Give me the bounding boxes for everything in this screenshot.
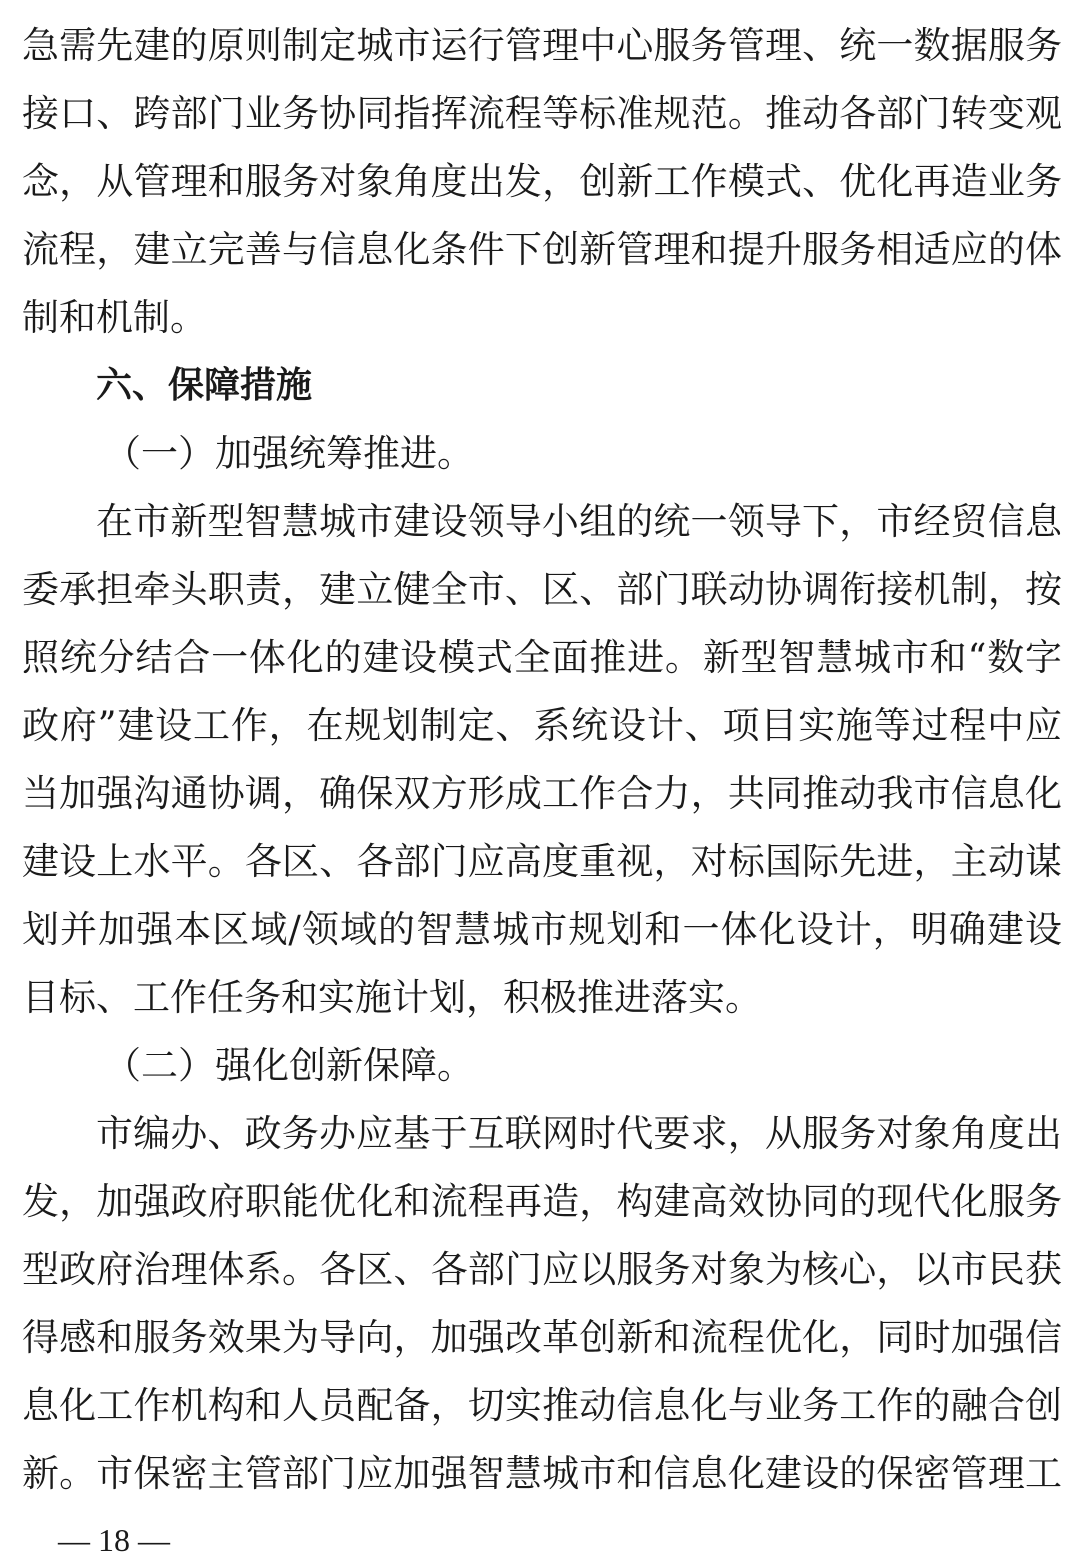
paragraph-line: 建设上水平。各区、各部门应高度重视，对标国际先进，主动谋	[22, 840, 1062, 883]
paragraph-line: 市编办、政务办应基于互联网时代要求，从服务对象角度出	[96, 1112, 1062, 1155]
section-heading: 六、保障措施	[96, 365, 313, 406]
paragraph-line: 念，从管理和服务对象角度出发，创新工作模式、优化再造业务	[22, 160, 1062, 203]
subsection-heading: （二）强化创新保障。	[104, 1044, 474, 1087]
paragraph-line: 得感和服务效果为导向，加强改革创新和流程优化，同时加强信	[22, 1316, 1062, 1359]
paragraph-line: 型政府治理体系。各区、各部门应以服务对象为核心，以市民获	[22, 1248, 1062, 1291]
paragraph-line: 新。市保密主管部门应加强智慧城市和信息化建设的保密管理工	[22, 1452, 1062, 1495]
paragraph-line: 急需先建的原则制定城市运行管理中心服务管理、统一数据服务	[22, 24, 1062, 67]
paragraph-line: 委承担牵头职责，建立健全市、区、部门联动协调衔接机制，按	[22, 568, 1062, 611]
document-page	[22, 0, 1062, 1560]
paragraph-line: 制和机制。	[22, 296, 207, 339]
paragraph-line: 在市新型智慧城市建设领导小组的统一领导下，市经贸信息	[96, 500, 1062, 543]
subsection-heading: （一）加强统筹推进。	[104, 432, 474, 475]
paragraph-line: 接口、跨部门业务协同指挥流程等标准规范。推动各部门转变观	[22, 92, 1062, 135]
paragraph-line: 当加强沟通协调，确保双方形成工作合力，共同推动我市信息化	[22, 772, 1062, 815]
paragraph-line: 政府”建设工作，在规划制定、系统设计、项目实施等过程中应	[22, 704, 1062, 747]
paragraph-line: 流程，建立完善与信息化条件下创新管理和提升服务相适应的体	[22, 228, 1062, 271]
page-number: — 18 —	[58, 1522, 170, 1558]
paragraph-line: 发，加强政府职能优化和流程再造，构建高效协同的现代化服务	[22, 1180, 1062, 1223]
paragraph-line: 目标、工作任务和实施计划，积极推进落实。	[22, 976, 762, 1019]
paragraph-line: 划并加强本区域/领域的智慧城市规划和一体化设计，明确建设	[22, 908, 1062, 951]
paragraph-line: 息化工作机构和人员配备，切实推动信息化与业务工作的融合创	[22, 1384, 1062, 1427]
paragraph-line: 照统分结合一体化的建设模式全面推进。新型智慧城市和“数字	[22, 636, 1062, 679]
